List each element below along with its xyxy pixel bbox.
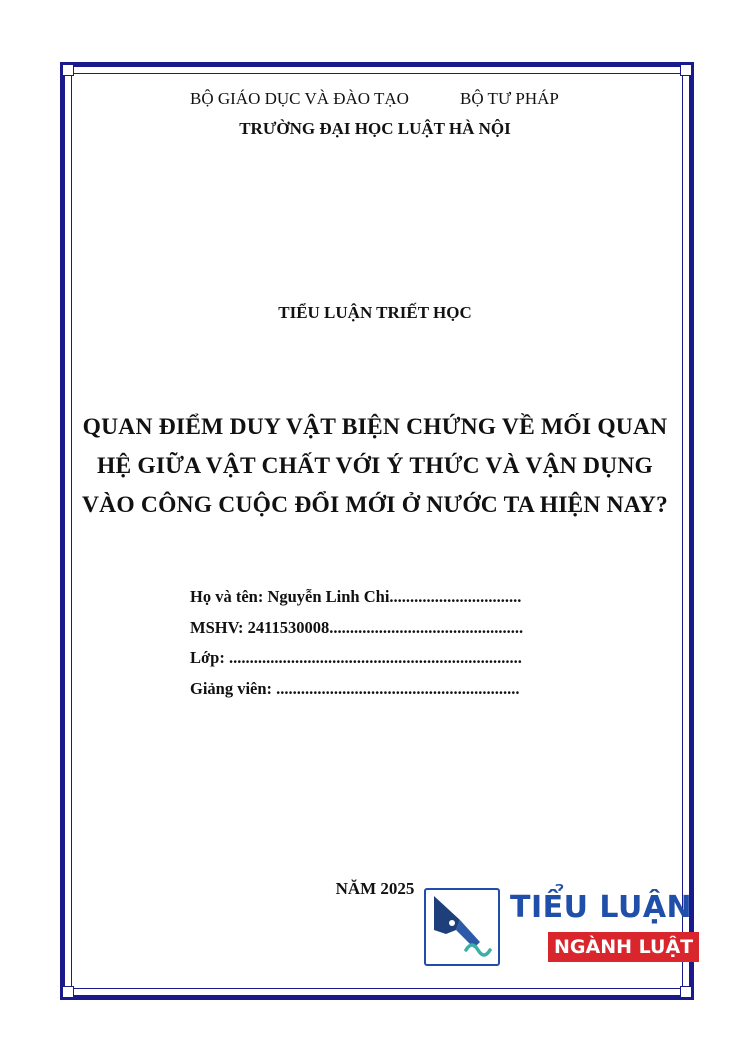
pen-nib-icon bbox=[424, 888, 500, 966]
title-line: HỆ GIỮA VẬT CHẤT VỚI Ý THỨC VÀ VẬN DỤNG bbox=[96, 453, 653, 479]
border-corner-top-left bbox=[62, 64, 74, 76]
student-info bbox=[190, 582, 550, 704]
page-border-inner bbox=[71, 73, 683, 989]
logo-text-primary: TIỂU LUẬN bbox=[510, 890, 693, 925]
student-name: Họ và tên: Nguyễn Linh Chi................................ bbox=[190, 587, 522, 606]
site-logo bbox=[424, 888, 694, 968]
student-class: Lớp: ....................................................................... bbox=[190, 648, 522, 667]
border-corner-bottom-right bbox=[680, 986, 692, 998]
title-line: QUAN ĐIỂM DUY VẬT BIỆN CHỨNG VỀ MỐI QUAN bbox=[82, 414, 668, 440]
logo-text-secondary: NGÀNH LUẬT bbox=[548, 932, 699, 962]
title-line: VÀO CÔNG CUỘC ĐỔI MỚI Ở NƯỚC TA HIỆN NAY? bbox=[82, 492, 668, 518]
ministry-justice: BỘ TƯ PHÁP bbox=[460, 89, 559, 108]
ministry-education: BỘ GIÁO DỤC VÀ ĐÀO TẠO bbox=[190, 89, 409, 108]
essay-type: TIỂU LUẬN TRIẾT HỌC bbox=[278, 303, 472, 322]
year: NĂM 2025 bbox=[335, 879, 415, 898]
lecturer: Giảng viên: ........................................................... bbox=[190, 678, 520, 698]
student-id: MSHV: 2411530008............................................... bbox=[190, 617, 524, 637]
essay-title bbox=[80, 408, 670, 525]
school-name: TRƯỜNG ĐẠI HỌC LUẬT HÀ NỘI bbox=[239, 119, 511, 138]
border-corner-top-right bbox=[680, 64, 692, 76]
border-corner-bottom-left bbox=[62, 986, 74, 998]
